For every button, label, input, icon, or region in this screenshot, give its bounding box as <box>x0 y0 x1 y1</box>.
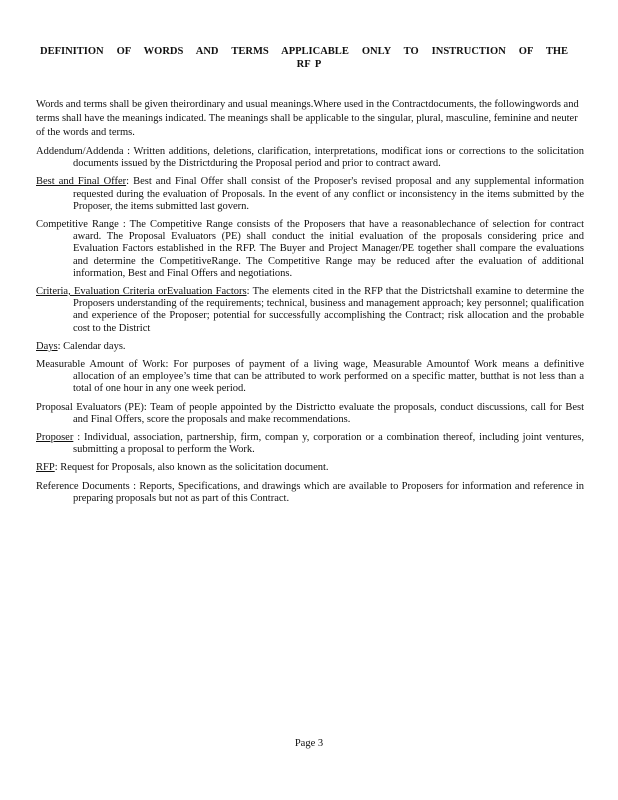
definition-proposal-evaluators <box>36 402 584 426</box>
definition-addendum <box>36 146 584 170</box>
definition-separator: : <box>143 401 151 413</box>
definition-separator: : <box>123 146 134 157</box>
definition-separator: : <box>73 432 84 444</box>
definition-competitive-range <box>36 219 584 280</box>
definition-text: Written additions, deletions, clarification, interpretations, modificat ions or corrections to the solicitation documents issued by the Districtduring the Proposal period and prior to contract award. <box>73 146 584 170</box>
definition-best-and-final-offer <box>36 176 584 213</box>
definition-proposer <box>36 432 584 456</box>
definition-evaluation-criteria <box>36 286 584 335</box>
definition-text: Team of people appointed by the Districtto evaluate the proposals, conduct discussions, call for Best and Final Offers, score the proposals and make recommendations. <box>73 401 584 425</box>
definition-reference-documents <box>36 481 584 505</box>
definition-term: Days <box>36 340 58 352</box>
definition-term: Addendum/Addenda <box>36 146 124 157</box>
definition-text: The elements cited in the RFP that the Districtshall examine to determine the Proposers understanding of the requirements; technical, business and management approach; key personnel; qualification and experience of the Proposer; potential for successfully accomplishing the Contract; risk allocation and the probable cost to the District <box>73 286 584 334</box>
section-heading-continued: RF P <box>296 59 322 70</box>
definition-text: The Competitive Range consists of the Proposers that have a reasonablechance of selection for contract award. The Proposal Evaluators (PE) shall conduct the initial evaluation of the proposals considering price and Evaluation Factors established in the RFP. The Buyer and Project Manager/PE together shall compare the evaluations and determine the CompetitiveRange. The Competitive Range may be reduced after the evaluation of additional information, Best and Final Offers and negotiations. <box>73 219 584 279</box>
definition-separator: : <box>118 219 130 231</box>
definition-days <box>36 341 584 353</box>
definition-text: Request for Proposals, also known as the solicitation document. <box>60 462 329 474</box>
definition-term: Criteria, Evaluation Criteria orEvaluation Factors <box>36 286 247 298</box>
definition-term: Competitive Range <box>36 219 119 231</box>
definition-text: Best and Final Offer shall consist of the Proposer's revised proposal and any supplemental information requested during the evaluation of Proposals. In the event of any conflict or inconsistency in the items submitted by the Proposer, the items submitted last govern. <box>73 176 584 212</box>
definition-term: Proposer <box>36 432 74 444</box>
definitions-list <box>36 146 584 511</box>
definition-term: Best and Final Offer <box>36 176 127 188</box>
page-number: Page 3 <box>294 738 324 749</box>
section-heading: DEFINITION OF WORDS AND TERMS APPLICABLE ONLY TO INSTRUCTION OF THE <box>40 46 568 57</box>
definition-term: Reference Documents <box>36 480 130 492</box>
definition-text: Reports, Specifications, and drawings which are available to Proposers for information and reference in preparing proposals but not as part of this Contract. <box>73 480 584 504</box>
definition-term: Proposal Evaluators (PE) <box>36 401 144 413</box>
definition-text: Individual, association, partnership, firm, compan y, corporation or a combination thereof, including joint ventures, submitting a proposal to perform the Work. <box>73 432 584 456</box>
definition-separator: : <box>54 462 61 474</box>
definition-term: RFP <box>36 462 55 474</box>
definition-separator: : <box>129 480 140 492</box>
definition-measurable-amount-of-work <box>36 359 584 396</box>
definition-text: Calendar days. <box>63 340 126 352</box>
definition-rfp <box>36 462 584 474</box>
intro-paragraph: Words and terms shall be given theirordinary and usual meanings.Where used in the Contractdocuments, the followingwords and terms shall have the meanings indicated. The meanings shall be applicable to the singular, plural, masculine, feminine and neuter of the words and terms. <box>36 99 579 138</box>
definition-separator: : <box>57 340 64 352</box>
definition-separator: : <box>126 176 134 188</box>
definition-term: Measurable Amount of Work <box>36 359 166 371</box>
definition-separator: : <box>165 359 174 371</box>
definition-text: For purposes of payment of a living wage, Measurable Amountof Work means a definitive allocation of an employee’s time that can be attributed to work performed on a specific matter, butthat is not less than a total of one hour in any one week period. <box>73 359 584 395</box>
definition-separator: : <box>246 286 253 298</box>
